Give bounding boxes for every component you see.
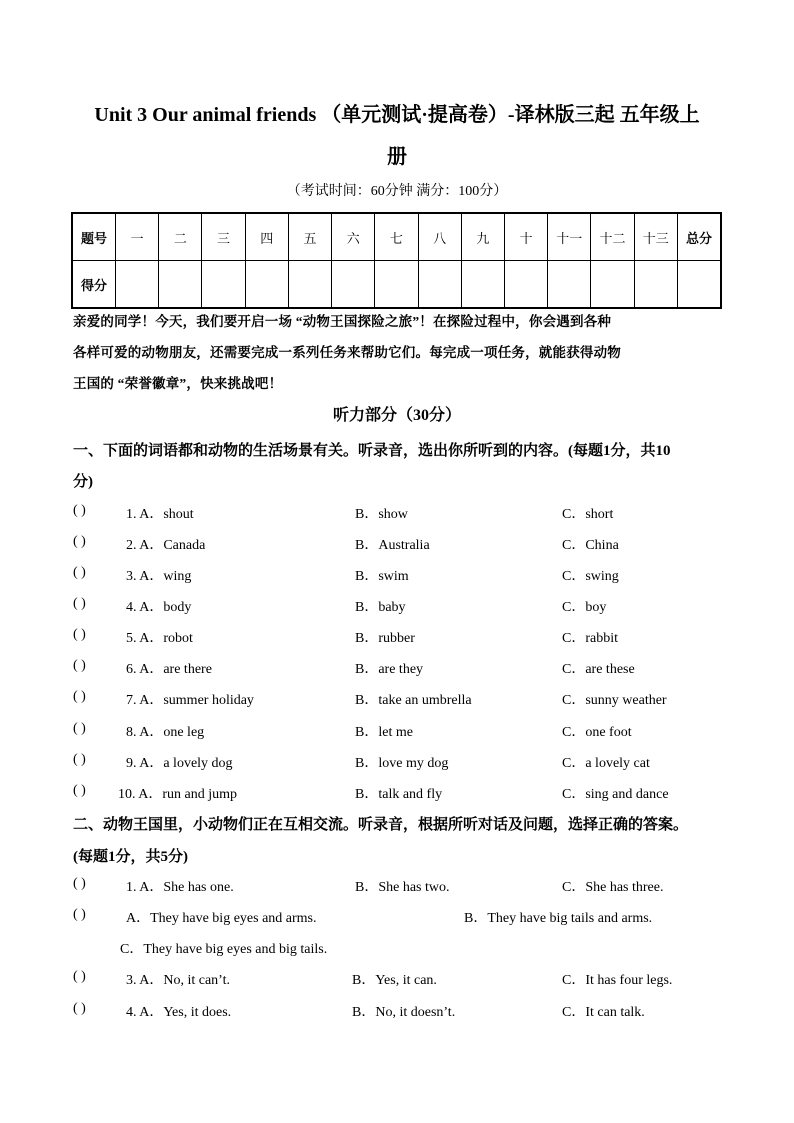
exam-info: （考试时间：60分钟 满分：100分） [286,184,508,199]
option-c: C．are these [562,662,635,677]
score-cell[interactable] [332,261,375,309]
page-title-continued: 册 [387,146,407,168]
score-cell[interactable] [288,261,331,309]
option-b: B．take an umbrella [355,693,472,708]
part2-heading: 二、动物王国里，小动物们正在互相交流。听录音，根据所听对话及问题，选择正确的答案。 [73,817,689,833]
answer-blank[interactable]: ( ) [73,783,86,798]
answer-blank[interactable]: ( ) [73,503,86,518]
section-title: 听力部分（30分） [332,407,461,424]
option-c: C．one foot [562,725,632,740]
answer-blank[interactable]: ( ) [73,876,86,891]
option-a: 7. A．summer holiday [126,693,254,708]
option-c: C．swing [562,569,619,584]
option-b: B．Yes, it can. [352,973,437,988]
option-c: C．boy [562,600,607,615]
column-header: 二 [159,213,202,261]
answer-blank[interactable]: ( ) [73,534,86,549]
question-number-label: 题号 [72,213,116,261]
score-cell[interactable] [504,261,547,309]
score-cell[interactable] [375,261,418,309]
option-a: 1. A．She has one. [126,880,234,895]
column-header: 十二 [591,213,634,261]
column-header: 十三 [634,213,677,261]
option-b: B．She has two. [355,880,450,895]
answer-blank[interactable]: ( ) [73,565,86,580]
option-a: 10. A．run and jump [118,787,237,802]
intro-line: 各样可爱的动物朋友，还需要完成一系列任务来帮助它们。每完成一项任务，就能获得动物 [73,345,621,360]
column-header: 四 [245,213,288,261]
score-cell[interactable] [418,261,461,309]
intro-line: 亲爱的同学！今天，我们要开启一场 “动物王国探险之旅”！在探险过程中，你会遇到各种 [73,314,612,329]
score-cell[interactable] [461,261,504,309]
option-b: B．Australia [355,538,430,553]
column-header: 一 [116,213,159,261]
option-c: C．They have big eyes and big tails. [120,942,328,957]
column-header: 六 [332,213,375,261]
score-cell[interactable] [678,261,722,309]
score-table-header-row [72,213,721,261]
option-b: B．are they [355,662,424,677]
option-b: B．love my dog [355,756,449,771]
option-c: C．sunny weather [562,693,667,708]
column-header: 七 [375,213,418,261]
option-a: 4. A．body [126,600,192,615]
answer-blank[interactable]: ( ) [73,596,86,611]
option-b: B．show [355,507,408,522]
option-a: 5. A．robot [126,631,193,646]
score-cell[interactable] [116,261,159,309]
option-c: C．It has four legs. [562,973,673,988]
answer-blank[interactable]: ( ) [73,627,86,642]
option-a: A．They have big eyes and arms. [126,911,317,926]
answer-blank[interactable]: ( ) [73,658,86,673]
answer-blank[interactable]: ( ) [73,689,86,704]
score-cell[interactable] [245,261,288,309]
option-c: C．China [562,538,619,553]
score-cell[interactable] [202,261,245,309]
option-a: 4. A．Yes, it does. [126,1005,232,1020]
option-b: B．talk and fly [355,787,443,802]
option-a: 9. A．a lovely dog [126,756,233,771]
answer-blank[interactable]: ( ) [73,752,86,767]
column-header: 三 [202,213,245,261]
answer-blank[interactable]: ( ) [73,1001,86,1016]
column-header: 五 [288,213,331,261]
part2-heading-continued: (每题1分，共5分) [73,849,188,865]
answer-blank[interactable]: ( ) [73,721,86,736]
page-title: Unit 3 Our animal friends （单元测试·提高卷）-译林版三起 五年级上 [94,104,700,126]
intro-line: 王国的 “荣誉徽章”，快来挑战吧！ [73,376,283,391]
column-header: 十 [504,213,547,261]
option-c: C．She has three. [562,880,664,895]
option-b: B．swim [355,569,409,584]
option-c: C．sing and dance [562,787,669,802]
part1-heading-continued: 分) [73,474,93,490]
answer-blank[interactable]: ( ) [73,969,86,984]
answer-blank[interactable]: ( ) [73,907,86,922]
column-header: 十一 [548,213,591,261]
option-a: 8. A．one leg [126,725,205,740]
column-header: 八 [418,213,461,261]
column-header: 九 [461,213,504,261]
option-a: 3. A．No, it can’t. [126,973,230,988]
option-a: 2. A．Canada [126,538,206,553]
part1-heading: 一、下面的词语都和动物的生活场景有关。听录音，选出你所听到的内容。(每题1分，共10 [73,443,671,459]
total-header: 总分 [678,213,722,261]
option-a: 1. A．shout [126,507,194,522]
option-a: 3. A．wing [126,569,192,584]
score-table [71,212,722,309]
option-b: B．No, it doesn’t. [352,1005,456,1020]
option-c: C．rabbit [562,631,618,646]
option-b: B．let me [355,725,413,740]
option-a: 6. A．are there [126,662,212,677]
score-cell[interactable] [591,261,634,309]
score-label: 得分 [72,261,116,309]
option-c: C．short [562,507,614,522]
score-table-score-row [72,261,721,309]
option-c: C．a lovely cat [562,756,650,771]
score-cell[interactable] [634,261,677,309]
score-cell[interactable] [548,261,591,309]
option-b: B．rubber [355,631,415,646]
option-b: B．baby [355,600,406,615]
score-cell[interactable] [159,261,202,309]
option-b: B．They have big tails and arms. [464,911,653,926]
option-c: C．It can talk. [562,1005,645,1020]
